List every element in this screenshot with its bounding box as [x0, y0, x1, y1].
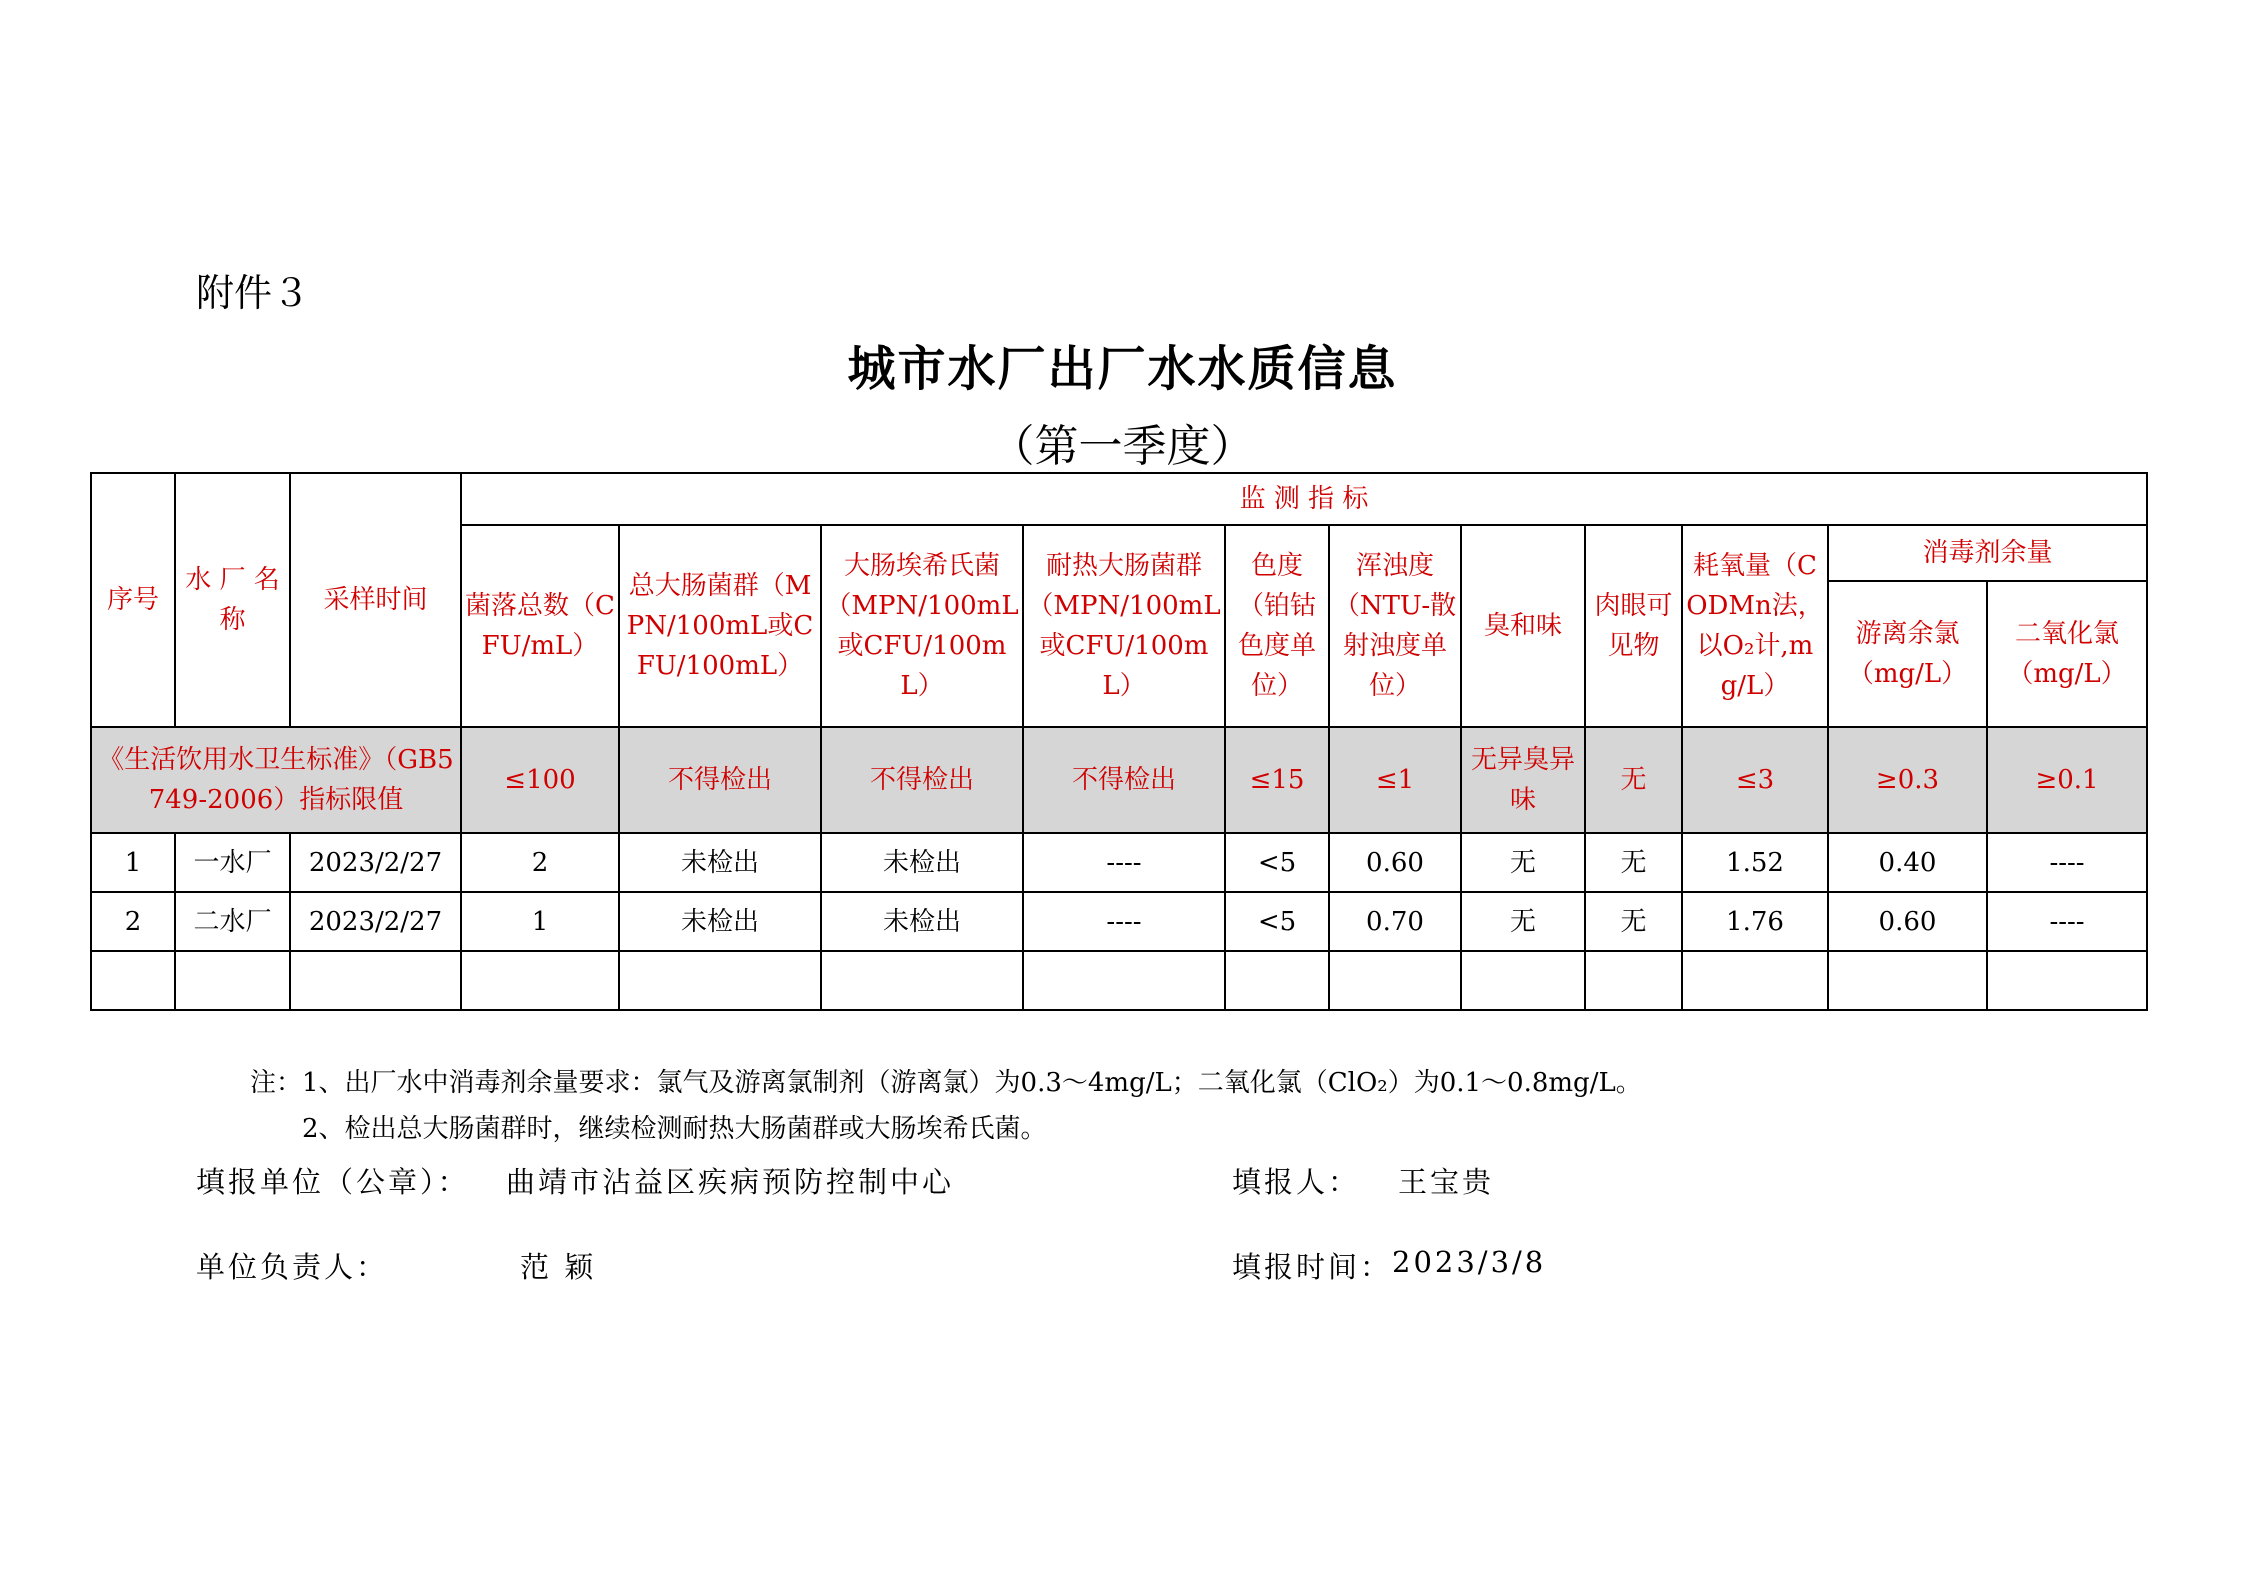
header-turbidity: 浑浊度（NTU-散射浊度单位）	[1329, 525, 1461, 727]
reporter-value: 王宝贵	[1398, 1165, 1495, 1199]
head-label: 单位负责人：	[196, 1250, 389, 1284]
cell-colonies: 2	[461, 833, 619, 892]
cell-coliform: 未检出	[619, 892, 821, 951]
cell-thermo: ----	[1023, 892, 1225, 951]
standard-value: 不得检出	[821, 727, 1023, 833]
cell-ecoli: 未检出	[821, 833, 1023, 892]
notes	[250, 1060, 1642, 1152]
cell-cod: 1.76	[1682, 892, 1828, 951]
standard-value: ≤100	[461, 727, 619, 833]
standard-value: 无异臭异味	[1461, 727, 1585, 833]
cell-seq: 1	[91, 833, 175, 892]
header-odor: 臭和味	[1461, 525, 1585, 727]
page-subtitle: （第一季度）	[990, 421, 1255, 472]
header-free-chlorine: 游离余氯（mg/L）	[1828, 581, 1987, 727]
note-line: 2、检出总大肠菌群时，继续检测耐热大肠菌群或大肠埃希氏菌。	[302, 1114, 1047, 1144]
cell-color: <5	[1225, 833, 1329, 892]
cell-free-chlorine: 0.60	[1828, 892, 1987, 951]
header-seq: 序号	[91, 473, 175, 727]
cell-turbidity: 0.70	[1329, 892, 1461, 951]
standard-value: ≤1	[1329, 727, 1461, 833]
cell-visible: 无	[1585, 833, 1682, 892]
cell-plant: 一水厂	[175, 833, 290, 892]
cell-color: <5	[1225, 892, 1329, 951]
standard-label: 《生活饮用水卫生标准》（GB5749-2006）指标限值	[91, 727, 461, 833]
cell-date: 2023/2/27	[290, 892, 461, 951]
time-value: 2023/3/8	[1392, 1245, 1547, 1279]
cell-date: 2023/2/27	[290, 833, 461, 892]
header-disinfectant-group: 消毒剂余量	[1828, 525, 2147, 581]
header-cod: 耗氧量（CODMn法，以O₂计,mg/L）	[1682, 525, 1828, 727]
unit-value: 曲靖市沾益区疾病预防控制中心	[506, 1165, 955, 1199]
header-plant: 水 厂 名 称	[175, 473, 290, 727]
cell-colonies: 1	[461, 892, 619, 951]
standard-value: ≤15	[1225, 727, 1329, 833]
page-title: 城市水厂出厂水水质信息	[847, 341, 1398, 397]
cell-cod: 1.52	[1682, 833, 1828, 892]
header-visible-matter: 肉眼可见物	[1585, 525, 1682, 727]
cell-turbidity: 0.60	[1329, 833, 1461, 892]
table-row	[91, 892, 2147, 951]
cell-ecoli: 未检出	[821, 892, 1023, 951]
cell-visible: 无	[1585, 892, 1682, 951]
header-coliform: 总大肠菌群（MPN/100mL或CFU/100mL）	[619, 525, 821, 727]
table-row-empty	[91, 951, 2147, 1010]
header-thermo-coliform: 耐热大肠菌群（MPN/100mL或CFU/100mL）	[1023, 525, 1225, 727]
note-line: 注：1、出厂水中消毒剂余量要求：氯气及游离氯制剂（游离氯）为0.3～4mg/L；二氧化氯（ClO₂）为0.1～0.8mg/L。	[250, 1068, 1642, 1098]
standard-value: ≤3	[1682, 727, 1828, 833]
cell-plant: 二水厂	[175, 892, 290, 951]
attachment-label: 附件３	[196, 271, 311, 315]
cell-thermo: ----	[1023, 833, 1225, 892]
standard-value: ≥0.3	[1828, 727, 1987, 833]
standard-value: 不得检出	[619, 727, 821, 833]
table-row	[91, 833, 2147, 892]
header-ecoli: 大肠埃希氏菌（MPN/100mL或CFU/100mL）	[821, 525, 1023, 727]
cell-seq: 2	[91, 892, 175, 951]
cell-odor: 无	[1461, 833, 1585, 892]
cell-free-chlorine: 0.40	[1828, 833, 1987, 892]
standard-value: 不得检出	[1023, 727, 1225, 833]
header-sample-time: 采样时间	[290, 473, 461, 727]
head-value: 范 颖	[520, 1250, 597, 1284]
reporter-label: 填报人：	[1232, 1165, 1361, 1199]
standard-value: ≥0.1	[1987, 727, 2147, 833]
cell-coliform: 未检出	[619, 833, 821, 892]
cell-chlorine-dioxide: ----	[1987, 833, 2147, 892]
header-chlorine-dioxide: 二氧化氯（mg/L）	[1987, 581, 2147, 727]
header-colonies: 菌落总数（CFU/mL）	[461, 525, 619, 727]
cell-odor: 无	[1461, 892, 1585, 951]
cell-chlorine-dioxide: ----	[1987, 892, 2147, 951]
header-monitor-group: 监 测 指 标	[461, 473, 2147, 525]
unit-label: 填报单位（公章）：	[196, 1165, 470, 1199]
time-label: 填报时间：	[1232, 1250, 1393, 1284]
header-color: 色度（铂钴色度单位）	[1225, 525, 1329, 727]
standard-value: 无	[1585, 727, 1682, 833]
water-quality-table	[90, 472, 2148, 1011]
